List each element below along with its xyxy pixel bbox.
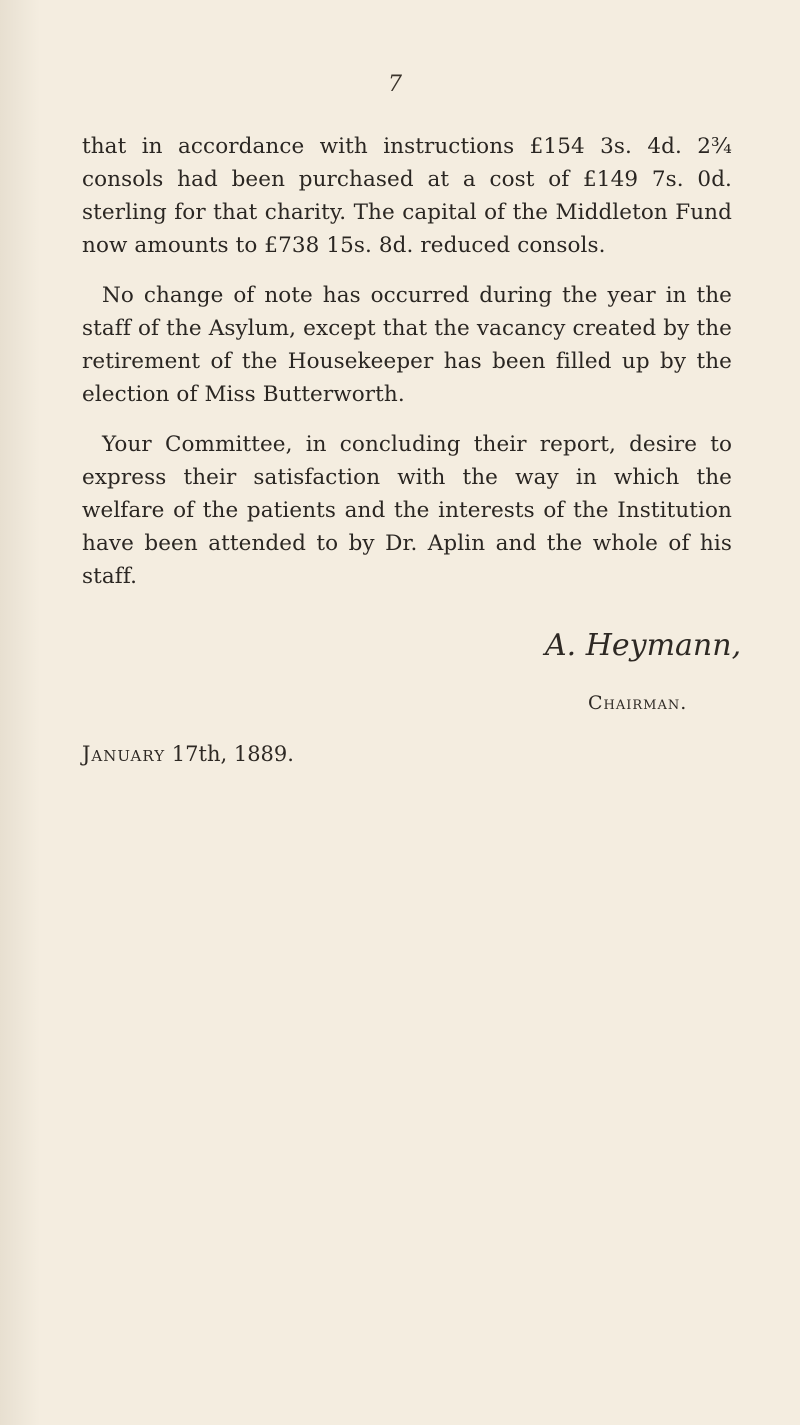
chairman-title: Chairman. [588, 692, 688, 714]
date-day-year: 17th, 1889. [165, 742, 294, 766]
paragraph-staff-change: No change of note has occurred during the year in the staff of the Asylum, except that the vacancy created by the retirement of the Housekeeper has been filled up by the election of Miss Butterworth. [82, 283, 732, 407]
page-number: 7 [388, 72, 402, 97]
date-month: January [82, 742, 166, 766]
paragraph-committee-conclusion: Your Committee, in concluding their report, desire to express their satisfaction with the way in which the welfare of the patients and the interests of the Institution have been attended to by Dr. Aplin and the whole of his staff. [82, 432, 732, 589]
chairman-signature: A. Heymann, [545, 628, 742, 663]
report-date [82, 742, 294, 766]
report-body [82, 130, 732, 610]
paragraph-middleton-fund: that in accordance with instructions £154 3s. 4d. 2¾ consols had been purchased at a cost of £149 7s. 0d. sterling for that charity. The capital of the Middleton Fund now amounts to £738 15s. 8d. reduced consols. [82, 134, 732, 258]
